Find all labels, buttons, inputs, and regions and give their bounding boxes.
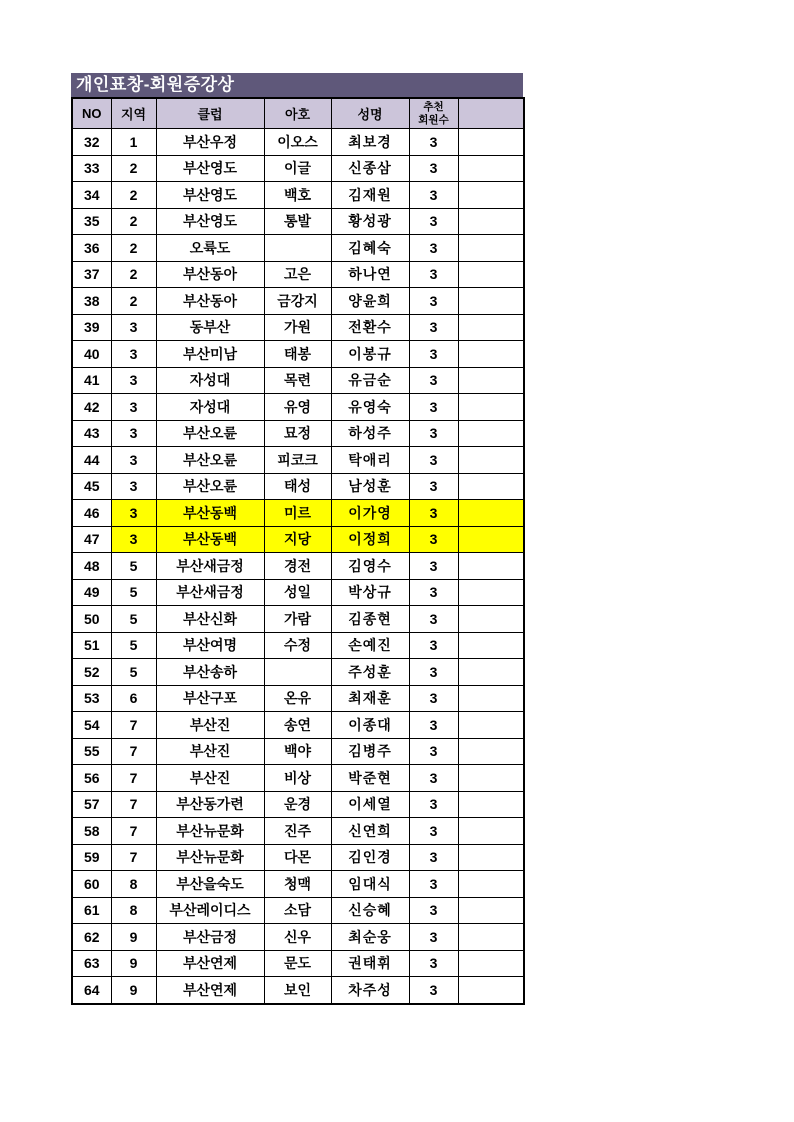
cell-no: 34 xyxy=(72,182,111,209)
cell-club: 부산동백 xyxy=(156,526,264,553)
cell-no: 36 xyxy=(72,235,111,262)
cell-name: 김혜숙 xyxy=(331,235,409,262)
cell-no: 64 xyxy=(72,977,111,1004)
cell-club: 부산을숙도 xyxy=(156,871,264,898)
cell-name: 권태휘 xyxy=(331,950,409,977)
cell-club: 부산미남 xyxy=(156,341,264,368)
cell-club: 부산진 xyxy=(156,712,264,739)
cell-no: 60 xyxy=(72,871,111,898)
table-row xyxy=(72,261,524,288)
cell-name: 전환수 xyxy=(331,314,409,341)
cell-name: 양윤희 xyxy=(331,288,409,315)
cell-club: 자성대 xyxy=(156,367,264,394)
cell-count: 3 xyxy=(409,791,458,818)
cell-no: 59 xyxy=(72,844,111,871)
cell-club: 부산진 xyxy=(156,765,264,792)
cell-name: 이봉규 xyxy=(331,341,409,368)
cell-club: 오륙도 xyxy=(156,235,264,262)
cell-aho: 문도 xyxy=(264,950,331,977)
cell-name: 손예진 xyxy=(331,632,409,659)
cell-aho: 태봉 xyxy=(264,341,331,368)
column-header-blank xyxy=(458,98,524,129)
cell-count: 3 xyxy=(409,447,458,474)
cell-blank xyxy=(458,288,524,315)
cell-name: 차주성 xyxy=(331,977,409,1004)
cell-club: 부산영도 xyxy=(156,182,264,209)
cell-club: 부산진 xyxy=(156,738,264,765)
cell-region: 3 xyxy=(111,341,156,368)
cell-blank xyxy=(458,394,524,421)
table-row xyxy=(72,950,524,977)
cell-no: 52 xyxy=(72,659,111,686)
cell-count: 3 xyxy=(409,950,458,977)
cell-count: 3 xyxy=(409,367,458,394)
cell-count: 3 xyxy=(409,738,458,765)
cell-blank xyxy=(458,341,524,368)
cell-name: 신종삼 xyxy=(331,155,409,182)
cell-aho: 금강지 xyxy=(264,288,331,315)
cell-region: 2 xyxy=(111,261,156,288)
column-header-aho: 아호 xyxy=(264,98,331,129)
cell-name: 김종현 xyxy=(331,606,409,633)
cell-name: 이정희 xyxy=(331,526,409,553)
cell-club: 부산레이디스 xyxy=(156,897,264,924)
column-header-name: 성명 xyxy=(331,98,409,129)
column-header-club: 클럽 xyxy=(156,98,264,129)
cell-aho: 신우 xyxy=(264,924,331,951)
cell-blank xyxy=(458,129,524,156)
cell-region: 3 xyxy=(111,526,156,553)
cell-region: 3 xyxy=(111,394,156,421)
cell-no: 50 xyxy=(72,606,111,633)
table-row xyxy=(72,394,524,421)
cell-no: 42 xyxy=(72,394,111,421)
cell-count: 3 xyxy=(409,685,458,712)
table-row xyxy=(72,606,524,633)
cell-count: 3 xyxy=(409,844,458,871)
cell-count: 3 xyxy=(409,897,458,924)
cell-no: 37 xyxy=(72,261,111,288)
cell-name: 남성훈 xyxy=(331,473,409,500)
table-row xyxy=(72,553,524,580)
cell-no: 63 xyxy=(72,950,111,977)
cell-name: 김영수 xyxy=(331,553,409,580)
table-row xyxy=(72,208,524,235)
cell-no: 32 xyxy=(72,129,111,156)
cell-region: 5 xyxy=(111,606,156,633)
cell-region: 2 xyxy=(111,182,156,209)
cell-aho: 청맥 xyxy=(264,871,331,898)
cell-club: 부산여명 xyxy=(156,632,264,659)
cell-club: 부산새금정 xyxy=(156,579,264,606)
cell-no: 54 xyxy=(72,712,111,739)
cell-count: 3 xyxy=(409,924,458,951)
cell-name: 황성광 xyxy=(331,208,409,235)
cell-aho: 가람 xyxy=(264,606,331,633)
table-row xyxy=(72,182,524,209)
cell-region: 5 xyxy=(111,632,156,659)
cell-region: 5 xyxy=(111,579,156,606)
cell-blank xyxy=(458,818,524,845)
cell-region: 3 xyxy=(111,367,156,394)
cell-club: 자성대 xyxy=(156,394,264,421)
cell-region: 2 xyxy=(111,208,156,235)
cell-count: 3 xyxy=(409,526,458,553)
table-title-bar: 개인표창-회원증강상 xyxy=(71,73,523,97)
column-header-count xyxy=(409,98,458,129)
cell-region: 6 xyxy=(111,685,156,712)
cell-club: 동부산 xyxy=(156,314,264,341)
cell-blank xyxy=(458,791,524,818)
cell-name: 최보경 xyxy=(331,129,409,156)
cell-blank xyxy=(458,606,524,633)
cell-count: 3 xyxy=(409,394,458,421)
cell-region: 1 xyxy=(111,129,156,156)
cell-aho: 고은 xyxy=(264,261,331,288)
cell-aho: 이오스 xyxy=(264,129,331,156)
table-row xyxy=(72,818,524,845)
cell-no: 40 xyxy=(72,341,111,368)
table-row xyxy=(72,526,524,553)
cell-blank xyxy=(458,897,524,924)
cell-blank xyxy=(458,314,524,341)
table-row xyxy=(72,871,524,898)
cell-club: 부산뉴문화 xyxy=(156,818,264,845)
header-row xyxy=(72,98,524,129)
cell-no: 56 xyxy=(72,765,111,792)
cell-blank xyxy=(458,553,524,580)
table-row xyxy=(72,977,524,1004)
cell-name: 최순웅 xyxy=(331,924,409,951)
cell-no: 62 xyxy=(72,924,111,951)
cell-blank xyxy=(458,500,524,527)
cell-name: 주성훈 xyxy=(331,659,409,686)
cell-name: 신승혜 xyxy=(331,897,409,924)
cell-no: 39 xyxy=(72,314,111,341)
cell-count: 3 xyxy=(409,155,458,182)
column-header-region: 지역 xyxy=(111,98,156,129)
cell-region: 3 xyxy=(111,420,156,447)
cell-region: 3 xyxy=(111,314,156,341)
cell-count: 3 xyxy=(409,473,458,500)
cell-region: 2 xyxy=(111,288,156,315)
cell-count: 3 xyxy=(409,659,458,686)
cell-aho: 소담 xyxy=(264,897,331,924)
column-header-count-line2: 회원수 xyxy=(418,113,449,126)
table-row xyxy=(72,765,524,792)
cell-aho xyxy=(264,235,331,262)
table-row xyxy=(72,367,524,394)
table-row xyxy=(72,738,524,765)
cell-no: 51 xyxy=(72,632,111,659)
cell-count: 3 xyxy=(409,261,458,288)
cell-club: 부산구포 xyxy=(156,685,264,712)
cell-blank xyxy=(458,447,524,474)
cell-aho: 송연 xyxy=(264,712,331,739)
cell-aho: 피코크 xyxy=(264,447,331,474)
cell-aho: 보인 xyxy=(264,977,331,1004)
cell-club: 부산동백 xyxy=(156,500,264,527)
cell-count: 3 xyxy=(409,420,458,447)
table-row xyxy=(72,897,524,924)
table-row xyxy=(72,924,524,951)
cell-count: 3 xyxy=(409,341,458,368)
cell-name: 임대식 xyxy=(331,871,409,898)
cell-blank xyxy=(458,844,524,871)
table-row xyxy=(72,155,524,182)
cell-no: 57 xyxy=(72,791,111,818)
cell-blank xyxy=(458,632,524,659)
cell-blank xyxy=(458,659,524,686)
cell-blank xyxy=(458,155,524,182)
table-row xyxy=(72,659,524,686)
cell-no: 53 xyxy=(72,685,111,712)
column-header-no: NO xyxy=(72,98,111,129)
cell-region: 7 xyxy=(111,765,156,792)
cell-club: 부산영도 xyxy=(156,208,264,235)
cell-region: 7 xyxy=(111,712,156,739)
cell-name: 김병주 xyxy=(331,738,409,765)
cell-club: 부산우정 xyxy=(156,129,264,156)
cell-blank xyxy=(458,685,524,712)
cell-no: 47 xyxy=(72,526,111,553)
table-row xyxy=(72,632,524,659)
cell-count: 3 xyxy=(409,235,458,262)
table-row xyxy=(72,685,524,712)
cell-region: 5 xyxy=(111,659,156,686)
cell-aho xyxy=(264,659,331,686)
cell-no: 43 xyxy=(72,420,111,447)
cell-aho: 비상 xyxy=(264,765,331,792)
cell-name: 박준현 xyxy=(331,765,409,792)
cell-region: 8 xyxy=(111,871,156,898)
table-row xyxy=(72,235,524,262)
table-row xyxy=(72,844,524,871)
cell-club: 부산오륜 xyxy=(156,420,264,447)
cell-region: 3 xyxy=(111,473,156,500)
cell-club: 부산동가련 xyxy=(156,791,264,818)
cell-count: 3 xyxy=(409,818,458,845)
cell-blank xyxy=(458,235,524,262)
table-row xyxy=(72,341,524,368)
cell-name: 탁애리 xyxy=(331,447,409,474)
cell-blank xyxy=(458,526,524,553)
cell-count: 3 xyxy=(409,553,458,580)
cell-count: 3 xyxy=(409,288,458,315)
cell-count: 3 xyxy=(409,632,458,659)
cell-region: 7 xyxy=(111,738,156,765)
cell-region: 9 xyxy=(111,950,156,977)
cell-club: 부산연제 xyxy=(156,977,264,1004)
table-row xyxy=(72,500,524,527)
cell-region: 9 xyxy=(111,924,156,951)
cell-name: 최재훈 xyxy=(331,685,409,712)
cell-blank xyxy=(458,473,524,500)
cell-count: 3 xyxy=(409,606,458,633)
award-table xyxy=(71,97,525,1005)
cell-blank xyxy=(458,261,524,288)
award-table-section xyxy=(71,73,523,1005)
cell-blank xyxy=(458,924,524,951)
cell-no: 41 xyxy=(72,367,111,394)
table-row xyxy=(72,473,524,500)
cell-no: 35 xyxy=(72,208,111,235)
cell-count: 3 xyxy=(409,765,458,792)
cell-name: 김재원 xyxy=(331,182,409,209)
cell-no: 46 xyxy=(72,500,111,527)
cell-no: 61 xyxy=(72,897,111,924)
cell-name: 유금순 xyxy=(331,367,409,394)
cell-blank xyxy=(458,950,524,977)
table-row xyxy=(72,447,524,474)
cell-name: 김인경 xyxy=(331,844,409,871)
cell-club: 부산송하 xyxy=(156,659,264,686)
cell-count: 3 xyxy=(409,129,458,156)
cell-no: 44 xyxy=(72,447,111,474)
cell-blank xyxy=(458,977,524,1004)
cell-no: 48 xyxy=(72,553,111,580)
cell-name: 이종대 xyxy=(331,712,409,739)
cell-no: 45 xyxy=(72,473,111,500)
cell-region: 3 xyxy=(111,447,156,474)
cell-club: 부산영도 xyxy=(156,155,264,182)
cell-blank xyxy=(458,871,524,898)
table-row xyxy=(72,420,524,447)
cell-club: 부산뉴문화 xyxy=(156,844,264,871)
cell-aho: 태성 xyxy=(264,473,331,500)
cell-count: 3 xyxy=(409,871,458,898)
cell-aho: 목련 xyxy=(264,367,331,394)
cell-name: 신연희 xyxy=(331,818,409,845)
table-row xyxy=(72,791,524,818)
cell-name: 하성주 xyxy=(331,420,409,447)
cell-club: 부산신화 xyxy=(156,606,264,633)
table-row xyxy=(72,579,524,606)
cell-name: 이세열 xyxy=(331,791,409,818)
cell-no: 49 xyxy=(72,579,111,606)
cell-club: 부산금정 xyxy=(156,924,264,951)
cell-blank xyxy=(458,712,524,739)
cell-no: 33 xyxy=(72,155,111,182)
cell-aho: 온유 xyxy=(264,685,331,712)
cell-aho: 유영 xyxy=(264,394,331,421)
cell-count: 3 xyxy=(409,182,458,209)
cell-blank xyxy=(458,579,524,606)
cell-aho: 백호 xyxy=(264,182,331,209)
cell-blank xyxy=(458,367,524,394)
cell-count: 3 xyxy=(409,977,458,1004)
cell-blank xyxy=(458,420,524,447)
cell-club: 부산오륜 xyxy=(156,473,264,500)
cell-region: 3 xyxy=(111,500,156,527)
cell-club: 부산오륜 xyxy=(156,447,264,474)
cell-aho: 진주 xyxy=(264,818,331,845)
cell-aho: 통발 xyxy=(264,208,331,235)
cell-count: 3 xyxy=(409,314,458,341)
table-row xyxy=(72,288,524,315)
cell-aho: 지당 xyxy=(264,526,331,553)
cell-region: 8 xyxy=(111,897,156,924)
cell-no: 55 xyxy=(72,738,111,765)
cell-blank xyxy=(458,208,524,235)
cell-region: 7 xyxy=(111,818,156,845)
cell-aho: 성일 xyxy=(264,579,331,606)
cell-count: 3 xyxy=(409,208,458,235)
cell-aho: 다몬 xyxy=(264,844,331,871)
cell-club: 부산동아 xyxy=(156,261,264,288)
cell-aho: 미르 xyxy=(264,500,331,527)
cell-aho: 백야 xyxy=(264,738,331,765)
cell-count: 3 xyxy=(409,500,458,527)
cell-region: 2 xyxy=(111,155,156,182)
cell-count: 3 xyxy=(409,712,458,739)
cell-aho: 묘정 xyxy=(264,420,331,447)
cell-no: 38 xyxy=(72,288,111,315)
cell-region: 9 xyxy=(111,977,156,1004)
cell-region: 7 xyxy=(111,844,156,871)
cell-club: 부산새금정 xyxy=(156,553,264,580)
cell-count: 3 xyxy=(409,579,458,606)
cell-blank xyxy=(458,765,524,792)
cell-name: 박상규 xyxy=(331,579,409,606)
cell-blank xyxy=(458,738,524,765)
cell-region: 5 xyxy=(111,553,156,580)
cell-blank xyxy=(458,182,524,209)
cell-aho: 이글 xyxy=(264,155,331,182)
table-row xyxy=(72,314,524,341)
cell-aho: 가원 xyxy=(264,314,331,341)
table-row xyxy=(72,129,524,156)
cell-no: 58 xyxy=(72,818,111,845)
cell-club: 부산연제 xyxy=(156,950,264,977)
table-row xyxy=(72,712,524,739)
cell-name: 하나연 xyxy=(331,261,409,288)
cell-aho: 경전 xyxy=(264,553,331,580)
cell-name: 이가영 xyxy=(331,500,409,527)
column-header-count-line1: 추천 xyxy=(423,101,444,114)
cell-name: 유영숙 xyxy=(331,394,409,421)
cell-region: 2 xyxy=(111,235,156,262)
cell-aho: 운경 xyxy=(264,791,331,818)
cell-club: 부산동아 xyxy=(156,288,264,315)
cell-region: 7 xyxy=(111,791,156,818)
cell-aho: 수정 xyxy=(264,632,331,659)
